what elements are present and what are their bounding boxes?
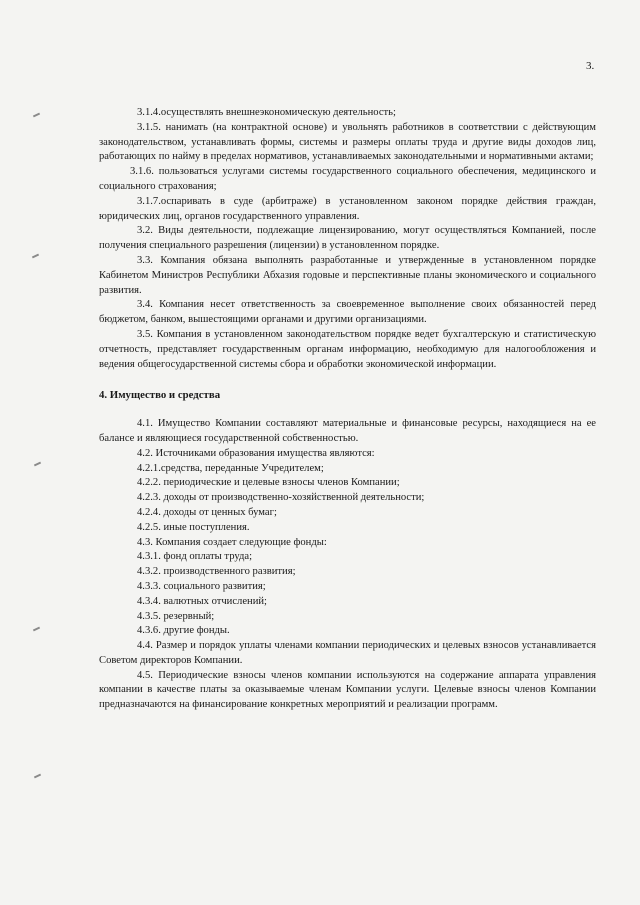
paragraph-3-4: 3.4. Компания несет ответственность за своевременное выполнение своих обязанностей перед бюджетом, банком, вышестоящими органами и другими организациями.: [99, 299, 596, 326]
list-item-4-2-3: 4.2.3. доходы от производственно-хозяйственной деятельности;: [137, 492, 425, 504]
list-item-4-3-2: 4.3.2. производственного развития;: [137, 566, 296, 578]
scan-mark: [34, 774, 41, 779]
list-item-4-2-5: 4.2.5. иные поступления.: [137, 521, 250, 533]
list-item-4-2-2: 4.2.2. периодические и целевые взносы членов Компании;: [137, 477, 400, 489]
paragraph-3-2: 3.2. Виды деятельности, подлежащие лицензированию, могут осуществляться Компанией, после получения специального разрешения (лицензии) в установленном порядке.: [99, 225, 596, 252]
scan-mark: [33, 627, 40, 632]
list-item-4-3-5: 4.3.5. резервный;: [137, 610, 215, 622]
paragraph-3-3: 3.3. Компания обязана выполнять разработанные и утвержденные в установленном порядке Кабинетом Министров Республики Абхазия годовые и перспективные планы экономического и социального развития.: [99, 254, 596, 296]
list-item-4-3-6: 4.3.6. другие фонды.: [137, 625, 230, 637]
paragraph-3-1-7: 3.1.7.оспаривать в суде (арбитраже) в установленном законом порядке действия граждан, юридических лиц, органов государственного управления.: [99, 195, 596, 222]
list-item-4-3-3: 4.3.3. социального развития;: [137, 580, 266, 592]
paragraph-3-1-4: 3.1.4.осуществлять внешнеэкономическую деятельность;: [137, 107, 396, 118]
list-item-4-2-4: 4.2.4. доходы от ценных бумаг;: [137, 506, 277, 518]
scan-mark: [34, 462, 41, 467]
list-item-4-3-4: 4.3.4. валютных отчислений;: [137, 595, 267, 607]
paragraph-4-3: 4.3. Компания создает следующие фонды:: [137, 536, 327, 548]
scan-mark: [33, 113, 40, 118]
list-item-4-2-1: 4.2.1.средства, переданные Учредителем;: [137, 462, 324, 474]
paragraph-4-1: 4.1. Имущество Компании составляют материальные и финансовые ресурсы, находящиеся на ее балансе и являющиеся государственной собственностью.: [99, 418, 596, 444]
document-body: [99, 106, 596, 713]
paragraph-3-1-6: 3.1.6. пользоваться услугами системы государственного социального обеспечения, медицинского и социального страхования;: [99, 166, 596, 192]
paragraph-4-2: 4.2. Источниками образования имущества являются:: [137, 447, 375, 459]
list-item-4-3-1: 4.3.1. фонд оплаты труда;: [137, 551, 253, 563]
page-number: 3.: [586, 60, 595, 72]
paragraph-4-4: 4.4. Размер и порядок уплаты членами компании периодических и целевых взносов устанавливается Советом директоров Компании.: [99, 640, 596, 666]
paragraph-4-5: 4.5. Периодические взносы членов компании используются на содержание аппарата управления компании в качестве платы за оказываемые членам Компании услуги. Целевые взносы членов Компании предназначаются на финансирование конкретных мероприятий и реализации программ.: [99, 669, 596, 711]
paragraph-3-1-5: 3.1.5. нанимать (на контрактной основе) и увольнять работников в соответствии с действующим законодательством, устанавливать формы, системы и размеры оплаты труда и другие виды доходов лиц, работающих по найму в пределах нормативов, устанавливаемых законодательными и нормативными актами;: [99, 121, 596, 163]
scan-mark: [32, 254, 39, 259]
section-heading: 4. Имущество и средства: [99, 389, 221, 402]
paragraph-3-5: 3.5. Компания в установленном законодательством порядке ведет бухгалтерскую и статистическую отчетность, представляет государственным органам информацию, необходимую для налогообложения и ведения общегосударственной системы сбора и обработки экономической информации.: [99, 328, 596, 370]
